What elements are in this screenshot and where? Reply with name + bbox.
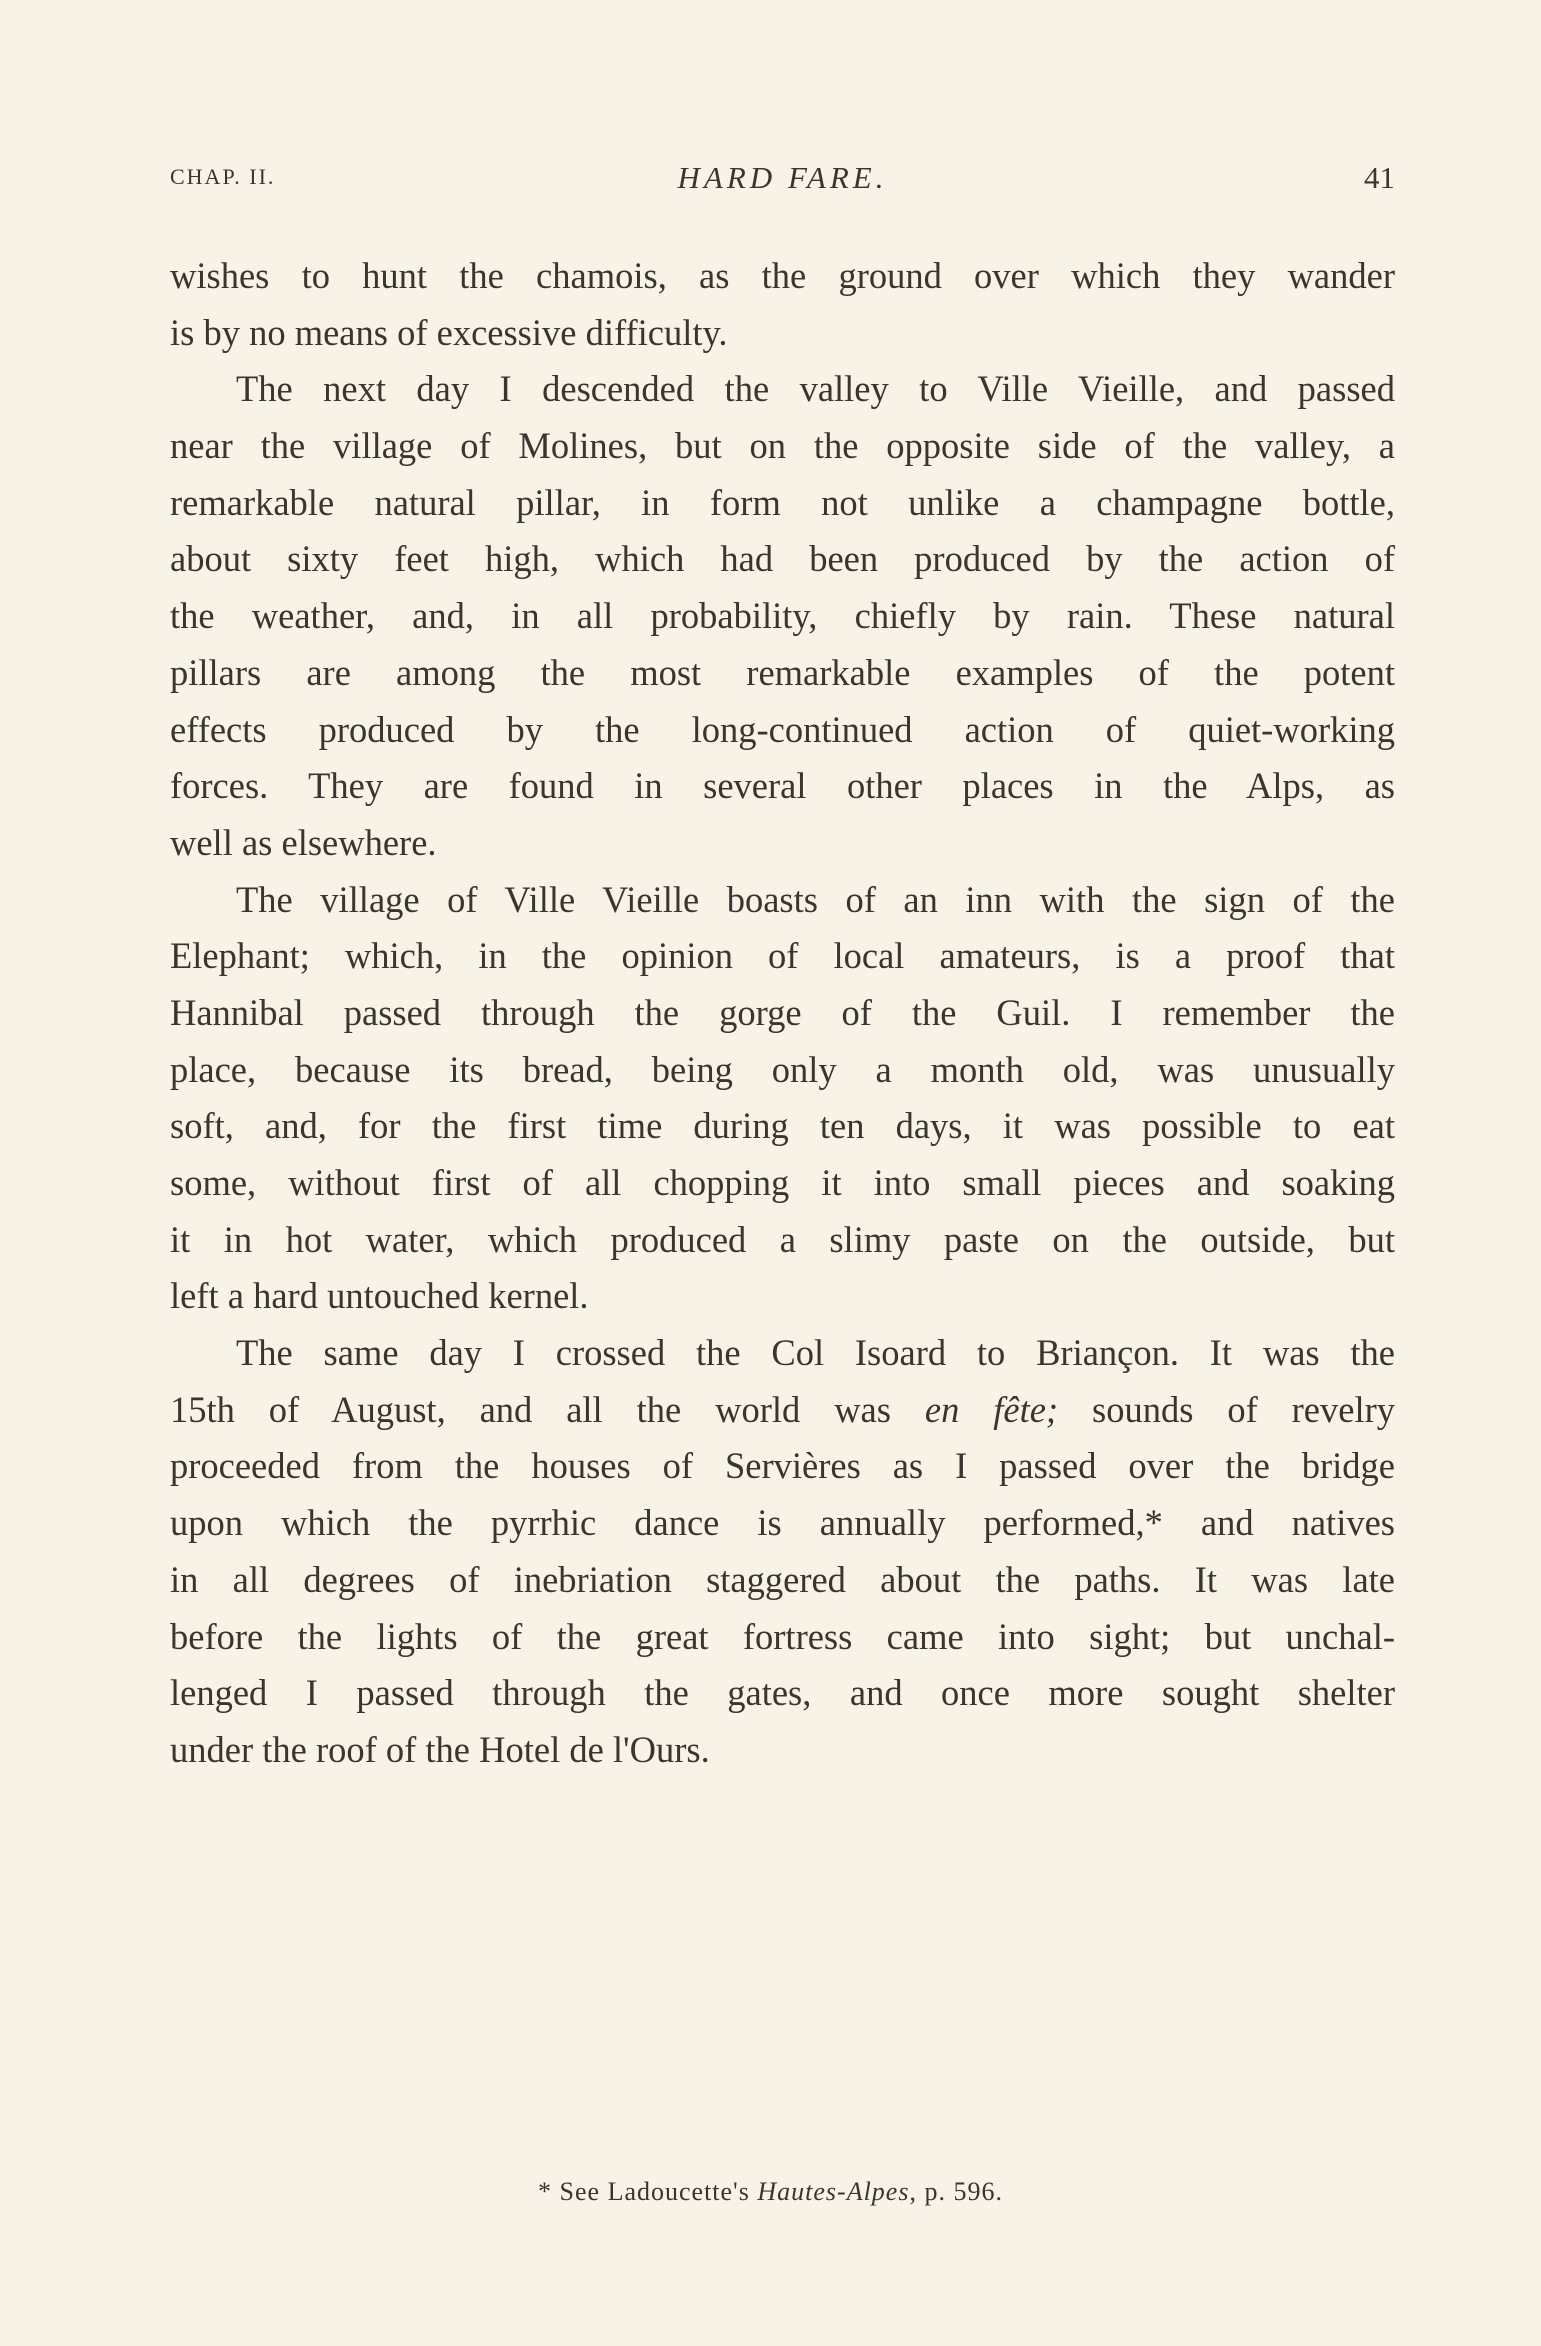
text-line: before the lights of the great fortress came into sight; but unchal-: [170, 1615, 1395, 1657]
text-line: in all degrees of inebriation staggered about the paths. It was late: [170, 1558, 1395, 1600]
text-line: some, without first of all chopping it into small pieces and soaking: [170, 1162, 1395, 1203]
text-line: Hannibal passed through the gorge of the Guil. I remember the: [170, 991, 1395, 1033]
footnote-text: * See Ladoucette's: [538, 2177, 758, 2206]
text-line-with-italic: [170, 1382, 1395, 1439]
text-line: about sixty feet high, which had been produced by the action of: [170, 538, 1395, 580]
running-title: HARD FARE.: [677, 160, 888, 195]
footnote: [0, 2177, 1541, 2207]
text-line: proceeded from the houses of Servières as I passed over the bridge: [170, 1445, 1395, 1487]
text-line: Elephant; which, in the opinion of local amateurs, is a proof that: [170, 935, 1395, 977]
running-head: [170, 160, 1395, 204]
text-line: left a hard untouched kernel.: [170, 1275, 589, 1317]
text-line: The same day I crossed the Col Isoard to Briançon. It was the: [236, 1332, 1395, 1374]
text-line: the weather, and, in all probability, chiefly by rain. These natural: [170, 595, 1395, 637]
text-segment: sounds of revelry: [1058, 1388, 1395, 1430]
text-line: it in hot water, which produced a slimy paste on the outside, but: [170, 1218, 1395, 1260]
text-line: well as elsewhere.: [170, 821, 437, 863]
text-line: pillars are among the most remarkable examples of the potent: [170, 651, 1395, 693]
text-line: under the roof of the Hotel de l'Ours.: [170, 1728, 710, 1770]
text-line: The village of Ville Vieille boasts of an inn with the sign of the: [236, 878, 1395, 920]
footnote-italic-title: Hautes-Alpes: [757, 2177, 910, 2206]
text-line: lenged I passed through the gates, and once more sought shelter: [170, 1672, 1395, 1714]
text-line: place, because its bread, being only a month old, was unusually: [170, 1048, 1395, 1090]
text-line: is by no means of excessive difficulty.: [170, 311, 728, 353]
text-line: near the village of Molines, but on the opposite side of the valley, a: [170, 425, 1395, 467]
italic-phrase: en fête;: [924, 1388, 1059, 1430]
text-line: soft, and, for the first time during ten days, it was possible to eat: [170, 1105, 1395, 1147]
body-text: [170, 248, 1395, 1779]
text-line: wishes to hunt the chamois, as the ground over which they wander: [170, 255, 1395, 296]
footnote-text: , p. 596.: [909, 2177, 1003, 2206]
text-line: forces. They are found in several other places in the Alps, as: [170, 765, 1395, 807]
text-segment: 15th of August, and all the world was: [170, 1388, 925, 1430]
page-number: 41: [1364, 160, 1395, 195]
text-line: upon which the pyrrhic dance is annually performed,* and natives: [170, 1502, 1395, 1544]
text-line: effects produced by the long-continued action of quiet-working: [170, 708, 1395, 750]
text-line: remarkable natural pillar, in form not unlike a champagne bottle,: [170, 481, 1395, 523]
chapter-label: CHAP. II.: [170, 164, 276, 189]
text-line: The next day I descended the valley to Ville Vieille, and passed: [236, 368, 1395, 410]
